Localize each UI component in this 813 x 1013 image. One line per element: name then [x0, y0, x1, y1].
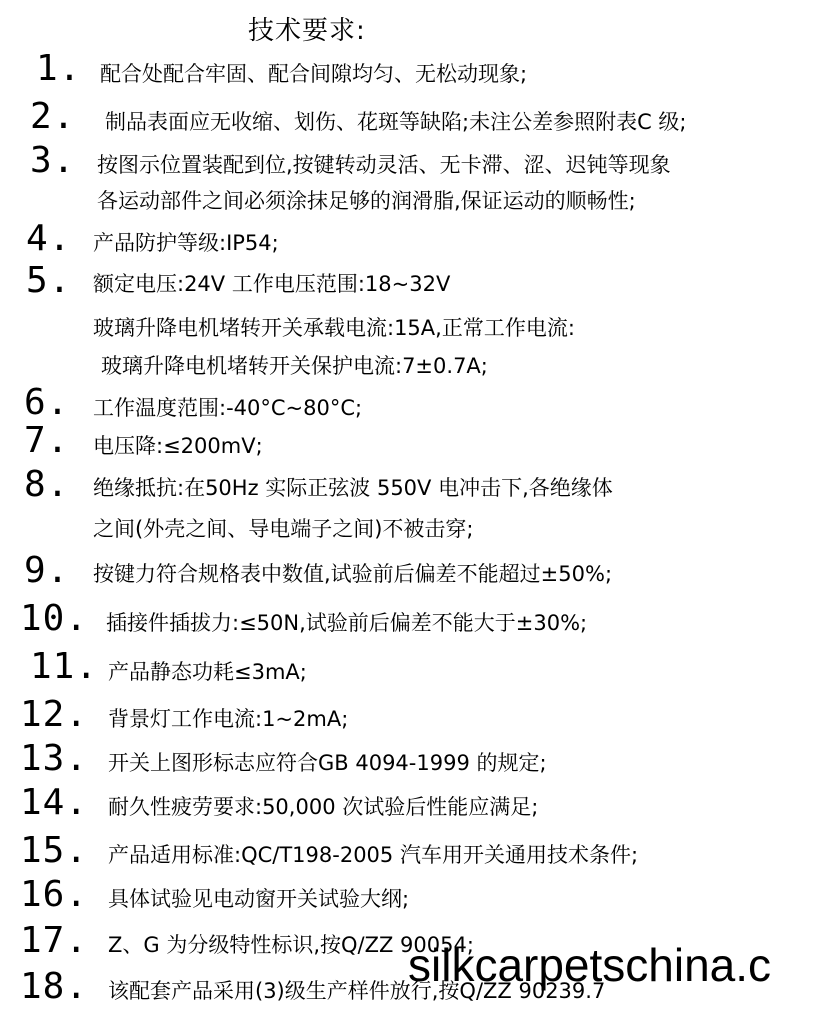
item-text: 具体试验见电动窗开关试验大纲;	[108, 887, 410, 911]
item-text: 按键力符合规格表中数值,试验前后偏差不能超过±50%;	[93, 562, 613, 586]
item-number: 3.	[30, 140, 76, 181]
item-number: 17.	[20, 920, 89, 961]
item-text-continued: 玻璃升降电机堵转开关保护电流:7±0.7A;	[101, 354, 488, 378]
item-text: 按图示位置装配到位,按键转动灵活、无卡滞、涩、迟钝等现象	[97, 153, 671, 177]
item-number: 13.	[20, 738, 89, 779]
item-text: 背景灯工作电流:1~2mA;	[108, 707, 349, 731]
item-text: 产品静态功耗≤3mA;	[108, 660, 307, 684]
item-number: 8.	[24, 464, 70, 505]
item-text: 工作温度范围:-40°C~80°C;	[93, 396, 363, 420]
item-text: 配合处配合牢固、配合间隙均匀、无松动现象;	[100, 62, 528, 86]
item-text-continued: 玻璃升降电机堵转开关承载电流:15A,正常工作电流:	[93, 316, 575, 340]
item-number: 14.	[20, 782, 89, 823]
item-number: 9.	[24, 550, 70, 591]
item-text-continued: 各运动部件之间必须涂抹足够的润滑脂,保证运动的顺畅性;	[97, 189, 636, 213]
item-number: 5.	[26, 260, 72, 301]
item-number: 4.	[26, 218, 72, 259]
item-text: Z、G 为分级特性标识,按Q/ZZ 90054;	[108, 933, 474, 957]
item-text: 产品防护等级:IP54;	[93, 231, 279, 255]
item-number: 7.	[24, 420, 70, 461]
watermark-text: silkcarpetschina.c	[408, 939, 772, 991]
item-number: 10.	[20, 598, 89, 639]
item-number: 18.	[20, 966, 89, 1007]
item-text: 耐久性疲劳要求:50,000 次试验后性能应满足;	[108, 795, 539, 819]
item-text: 制品表面应无收缩、划伤、花斑等缺陷;未注公差参照附表C 级;	[105, 110, 687, 134]
item-text: 电压降:≤200mV;	[93, 434, 263, 458]
item-number: 16.	[20, 874, 89, 915]
item-number: 11.	[30, 646, 99, 687]
item-text: 开关上图形标志应符合GB 4094-1999 的规定;	[108, 751, 547, 775]
item-number: 2.	[30, 96, 76, 137]
item-text: 产品适用标准:QC/T198-2005 汽车用开关通用技术条件;	[108, 843, 639, 867]
item-number: 1.	[36, 48, 82, 89]
item-text-continued: 之间(外壳之间、导电端子之间)不被击穿;	[93, 517, 474, 541]
item-number: 12.	[20, 694, 89, 735]
item-number: 15.	[20, 830, 89, 871]
item-number: 6.	[24, 382, 70, 423]
item-text: 绝缘抵抗:在50Hz 实际正弦波 550V 电冲击下,各绝缘体	[93, 476, 613, 500]
item-text: 该配套产品采用(3)级生产样件放行,按Q/ZZ 90239.7	[108, 979, 606, 1003]
page-title: 技术要求:	[248, 16, 366, 46]
item-text: 额定电压:24V 工作电压范围:18~32V	[93, 272, 451, 296]
item-text: 插接件插拔力:≤50N,试验前后偏差不能大于±30%;	[106, 611, 588, 635]
